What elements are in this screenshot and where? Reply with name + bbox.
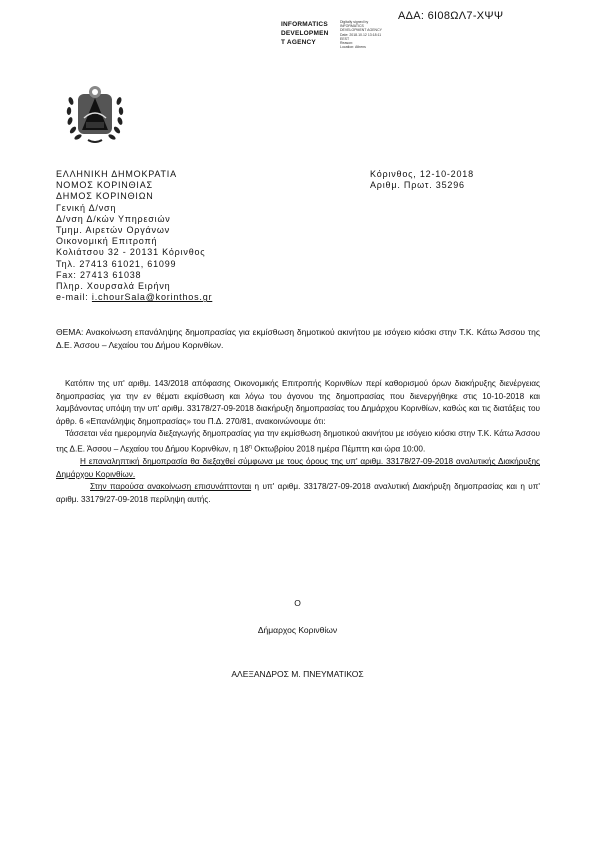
- digital-signature-stamp: Digitally signed by INFORMATICS DEVELOPMENT AGENCY Date: 2018.10.12 13:18:11 EEST Reason: Location: Athens: [340, 20, 382, 50]
- sender-line: Δ/νση Δ/κών Υπηρεσιών: [56, 213, 171, 224]
- email-link[interactable]: i.chourSala@korinthos.gr: [91, 292, 213, 303]
- letter-body: [56, 378, 540, 507]
- sender-line: ΕΛΛΗΝΙΚΗ ΔΗΜΟΚΡΑΤΙΑ: [56, 169, 177, 179]
- ada-code: ΑΔΑ: 6Ι08ΩΛ7-ΧΨΨ: [398, 10, 504, 22]
- sender-line: ΔΗΜΟΣ ΚΟΡΙΝΘΙΩΝ: [56, 191, 154, 202]
- ida-line: INFORMATICS: [281, 21, 328, 28]
- sender-line: Πληρ. Χουρσαλά Ειρήνη: [56, 281, 171, 292]
- sender-line: ΝΟΜΟΣ ΚΟΡΙΝΘΙΑΣ: [56, 180, 153, 191]
- signatory-title: Δήμαρχος Κορινθίων: [257, 625, 338, 635]
- sender-line: Οικονομική Επιτροπή: [56, 236, 158, 247]
- body-paragraph: Στην παρούσα ανακοίνωση επισυνάπτονται η υπ' αριθμ. 33178/27-09-2018 αναλυτική Διακήρυξη δημοπρασίας και η υπ' αριθμ. 33179/27-09-2018 περίληψη αυτής.: [56, 482, 540, 505]
- sender-line: Τμημ. Αιρετών Οργάνων: [56, 225, 170, 236]
- sender-line: Τηλ. 27413 61021, 61099: [56, 258, 177, 269]
- body-paragraph: Κατόπιν της υπ' αριθμ. 143/2018 απόφασης Οικονομικής Επιτροπής Κορινθίων περί καθορισμού όρων διακήρυξης διενέργειας δημοπρασίας για την εν θέματι εκμίσθωση και λόγω του άγονου της δημοπρασίας που διενεργήθηκε στις 10-10-2018 και λαμβάνοντας υπόψη την υπ' αριθμ. 33178/27-09-2018 διακήρυξη δημοπρασίας του Δημάρχου Κορινθίων, καθώς και τις διατάξεις του άρθρ. 6 «Επανάληψις δημοπρασίας» του Π.Δ. 270/81, ανακοινώνουμε ότι:: [56, 379, 540, 426]
- signature-article: Ο: [294, 598, 301, 608]
- ida-line: T AGENCY: [281, 39, 316, 46]
- subject: ΘΕΜΑ: Ανακοίνωση επανάληψης δημοπρασίας για εκμίσθωση δημοτικού ακινήτου με ισόγειο κιόσκι στην Τ.Κ. Κάτω Άσσου της Δ.Ε. Άσσου – Λεχαίου του Δήμου Κορινθίων.: [56, 327, 540, 350]
- signatory-name: ΑΛΕΞΑΝΔΡΟΣ Μ. ΠΝΕΥΜΑΤΙΚΟΣ: [231, 669, 364, 679]
- sender-block: [56, 169, 212, 303]
- sender-line: Κολιάτσου 32 - 20131 Κόρινθος: [56, 247, 206, 258]
- sender-line: Γενική Δ/νση: [56, 202, 117, 213]
- place-date: Κόρινθος, 12-10-2018: [370, 169, 474, 179]
- body-paragraph: Τάσσεται νέα ημερομηνία διεξαγωγής δημοπρασίας για την εκμίσθωση δημοτικού ακινήτου με ισόγειο κιόσκι στην Τ.Κ. Κάτω Άσσου της Δ.Ε. Άσσου – Λεχαίου του Δήμου Κορινθίων, η $18^\eta$ Οκτωβρίου 2018 ημέρα Πέμπτη και ώρα 10:00.: [56, 429, 540, 454]
- date-protocol-block: [370, 169, 474, 191]
- email-label: e-mail:: [56, 292, 92, 303]
- ida-line: DEVELOPMEN: [281, 30, 329, 37]
- body-paragraph-underlined: Η επαναληπτική δημοπρασία θα διεξαχθεί σύμφωνα με τους όρους της υπ' αριθμ. 33178/27-09-2018 αναλυτικής Διακήρυξης Δημάρχου Κορινθίων.: [56, 457, 540, 479]
- email-row: [56, 292, 212, 303]
- sender-line: Fax: 27413 61038: [56, 269, 142, 280]
- protocol-number: Αριθμ. Πρωτ. 35296: [370, 180, 465, 191]
- ida-logo-text: [281, 20, 329, 47]
- greek-republic-emblem-icon: [64, 78, 126, 146]
